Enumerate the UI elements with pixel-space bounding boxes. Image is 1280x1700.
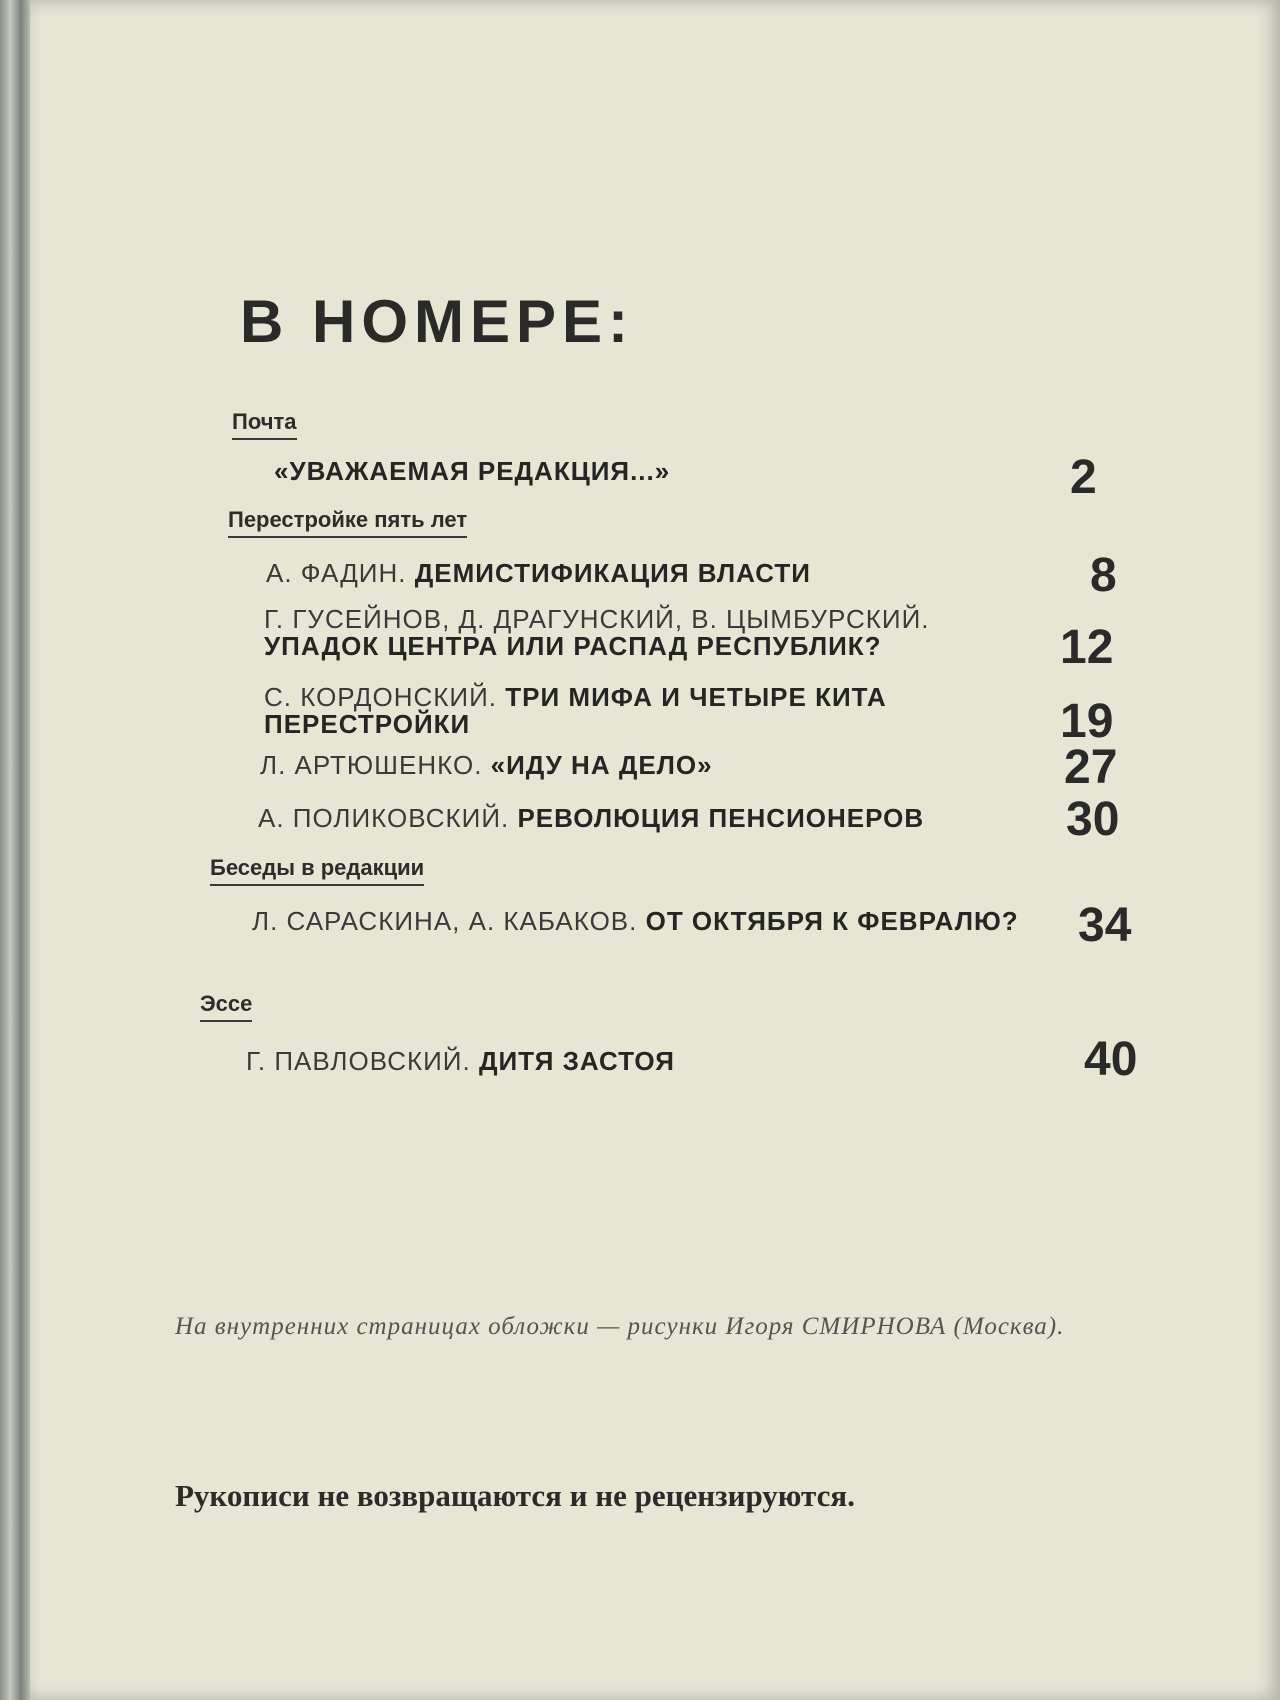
entry-author: А. ФАДИН. <box>266 558 407 588</box>
entry-title: УПАДОК ЦЕНТРА ИЛИ РАСПАД РЕСПУБЛИК? <box>264 631 882 662</box>
entry-title: ОТ ОКТЯБРЯ К ФЕВРАЛЮ? <box>645 906 1019 936</box>
toc-entry-5 <box>260 752 713 779</box>
entry-title: «УВАЖАЕМАЯ РЕДАКЦИЯ...» <box>274 456 671 486</box>
section-label-esse: Эссе <box>200 992 252 1022</box>
toc-entry-1 <box>274 458 670 485</box>
entry-author: Г. ГУСЕЙНОВ, Д. ДРАГУНСКИЙ, В. ЦЫМБУРСКИЙ. <box>264 604 930 634</box>
toc-entry-4 <box>264 684 1044 739</box>
entry-author: Г. ПАВЛОВСКИЙ. <box>246 1046 471 1076</box>
entry-title: ДЕМИСТИФИКАЦИЯ ВЛАСТИ <box>414 558 811 588</box>
section-label-perestroika: Перестройке пять лет <box>228 508 467 538</box>
toc-entry-2 <box>266 560 811 587</box>
entry-page-number: 27 <box>1064 741 1118 794</box>
entry-page-number: 34 <box>1078 899 1132 952</box>
entry-page-number: 12 <box>1060 621 1114 674</box>
magazine-page <box>30 0 1280 1700</box>
toc-entry-8 <box>246 1048 675 1075</box>
toc-entry-3 <box>264 606 1009 661</box>
section-label-besedy: Беседы в редакции <box>210 856 424 886</box>
entry-title: ДИТЯ ЗАСТОЯ <box>478 1046 675 1076</box>
entry-title: РЕВОЛЮЦИЯ ПЕНСИОНЕРОВ <box>517 803 925 833</box>
entry-page-number: 19 <box>1060 695 1114 748</box>
page-title: В НОМЕРЕ: <box>240 288 635 355</box>
entry-page-number: 2 <box>1070 451 1097 504</box>
entry-author: А. ПОЛИКОВСКИЙ. <box>258 803 510 833</box>
entry-author: Л. САРАСКИНА, А. КАБАКОВ. <box>252 906 638 936</box>
manuscripts-notice: Рукописи не возвращаются и не рецензируются. <box>175 1478 855 1513</box>
entry-page-number: 30 <box>1066 793 1120 846</box>
entry-title: ТРИ МИФА И ЧЕТЫРЕ КИТА ПЕРЕСТРОЙКИ <box>264 682 887 740</box>
toc-entry-7 <box>252 908 1052 935</box>
toc-entry-6 <box>258 805 924 832</box>
book-spine-edge <box>0 0 30 1700</box>
entry-author: Л. АРТЮШЕНКО. <box>260 750 483 780</box>
entry-page-number: 40 <box>1084 1033 1138 1086</box>
entry-page-number: 8 <box>1090 549 1117 602</box>
section-label-pochta: Почта <box>232 410 297 440</box>
entry-title: «ИДУ НА ДЕЛО» <box>490 750 713 780</box>
cover-illustration-note: На внутренних страницах обложки — рисунки Игоря СМИРНОВА (Москва). <box>175 1313 1065 1340</box>
entry-author: С. КОРДОНСКИЙ. <box>264 682 498 712</box>
